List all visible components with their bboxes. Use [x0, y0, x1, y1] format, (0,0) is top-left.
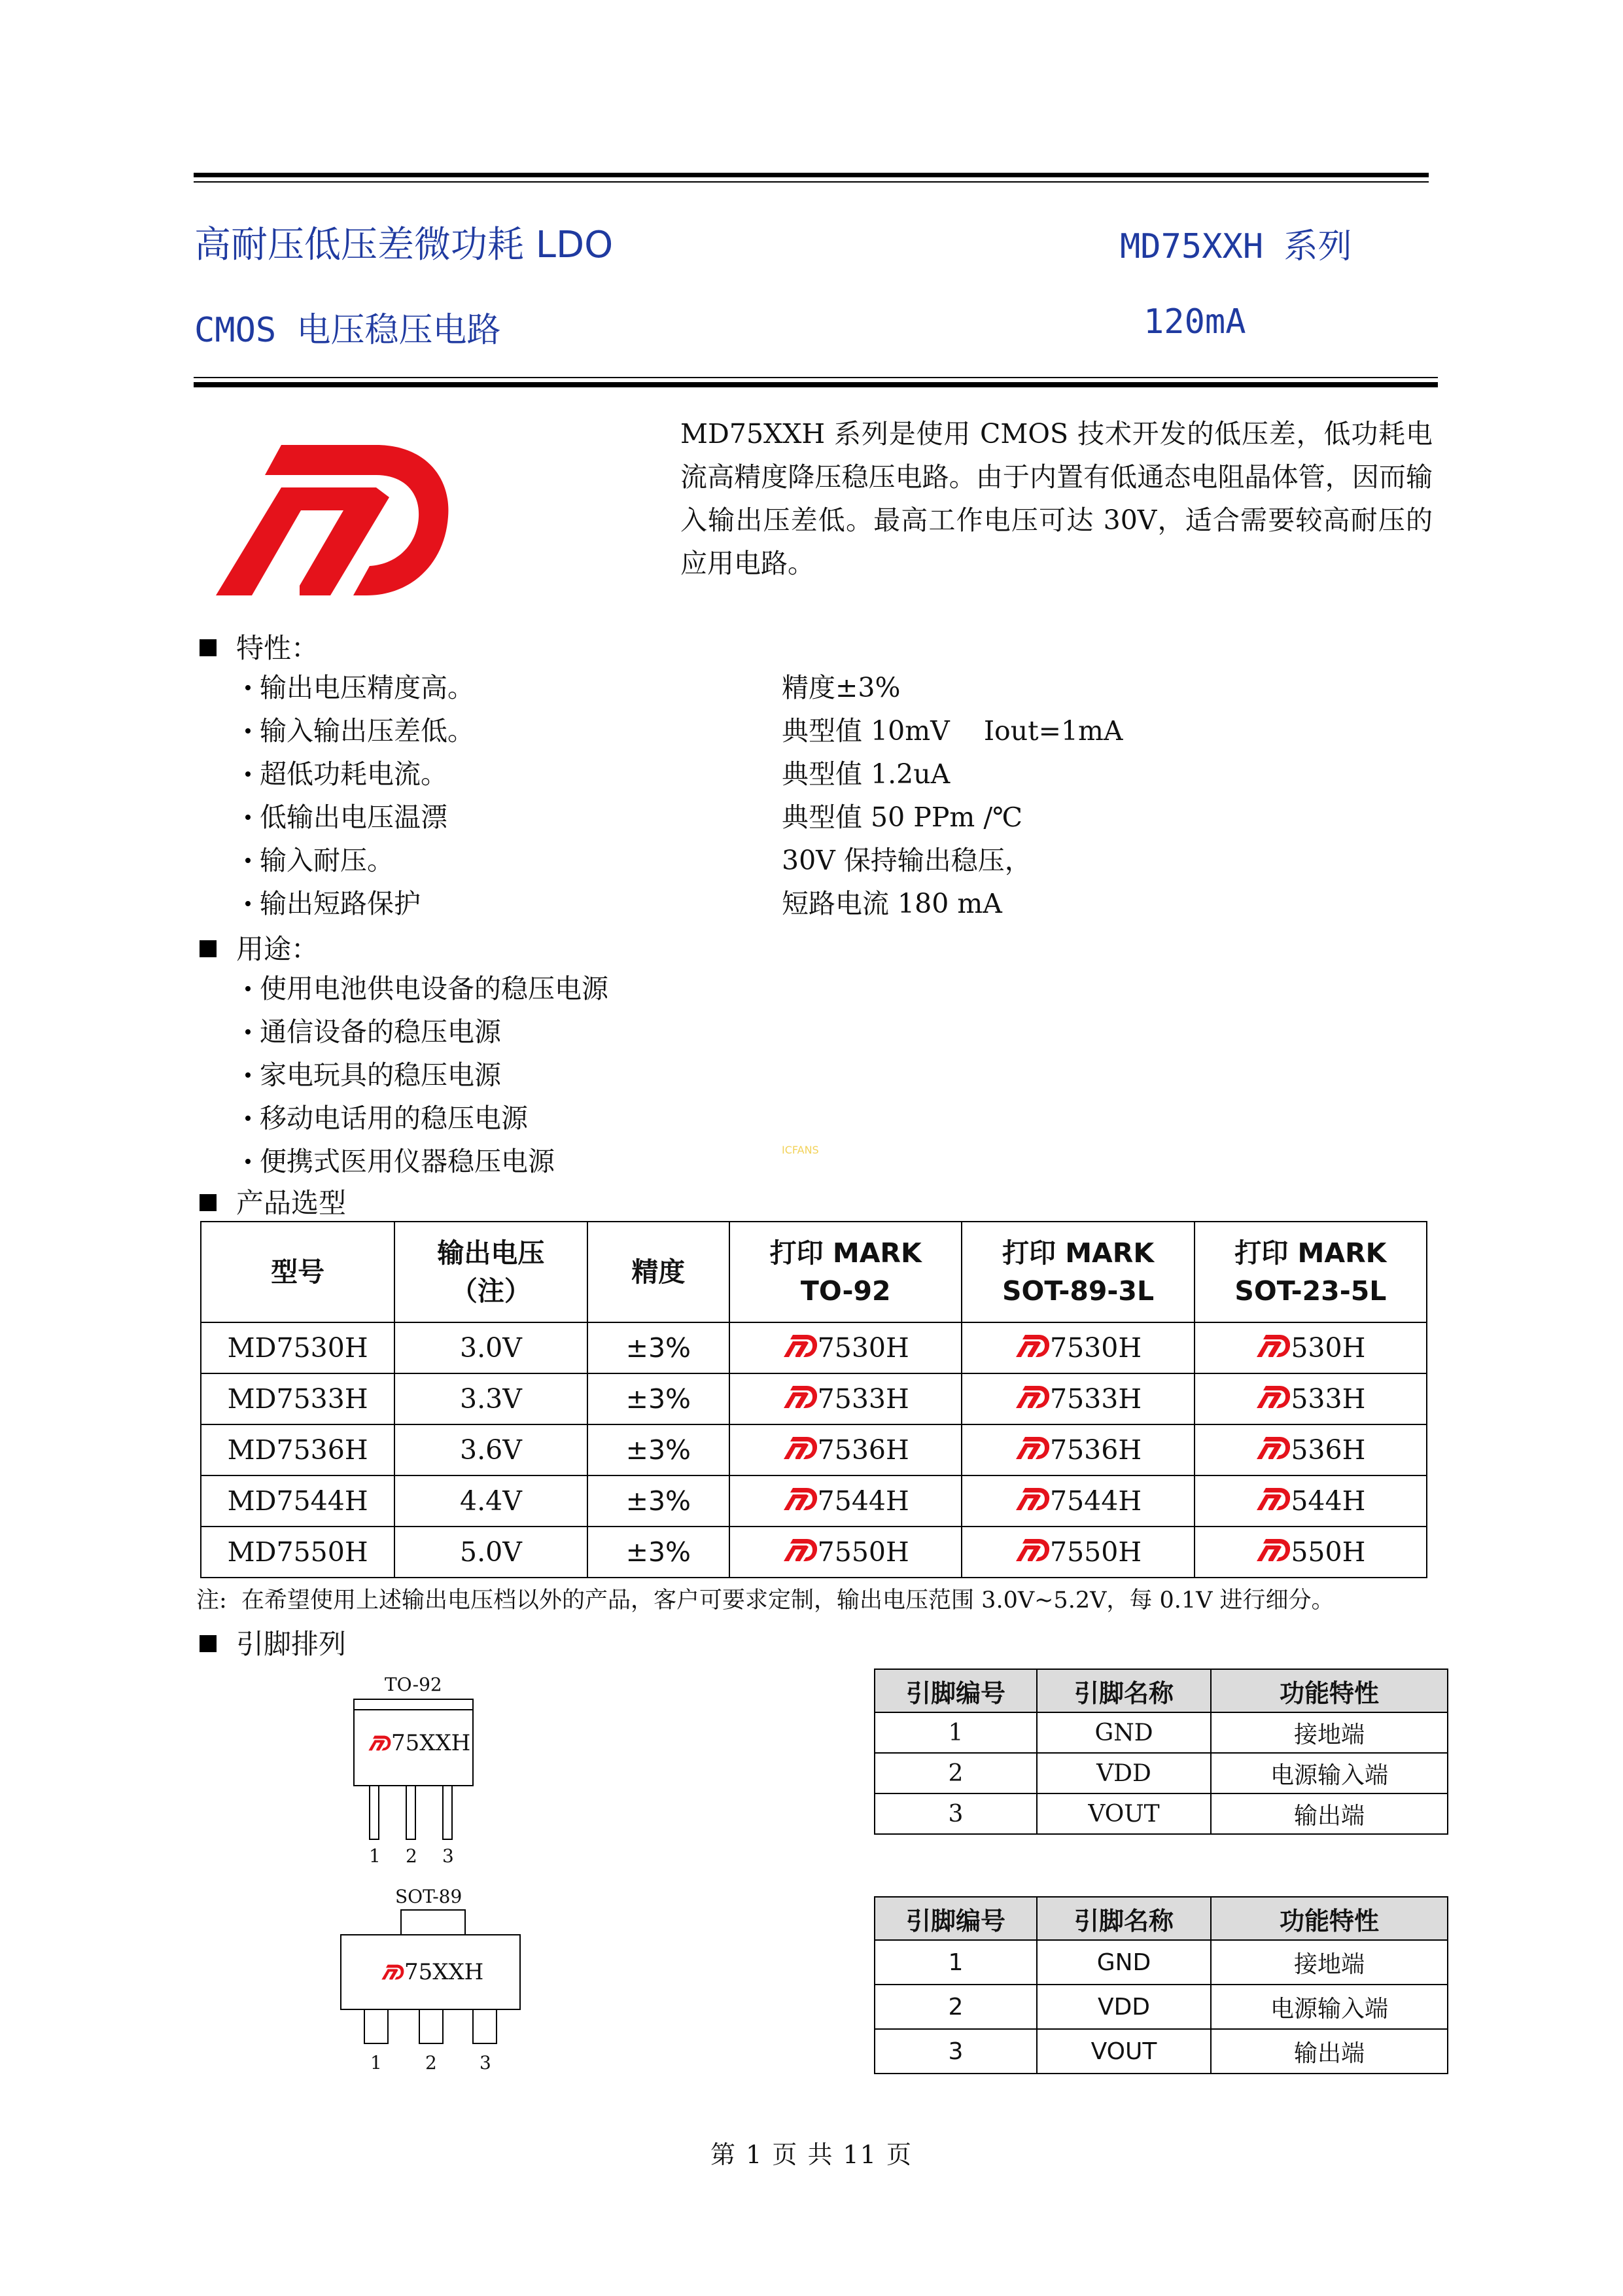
table-row: [201, 1424, 1427, 1475]
feature-name: 低输出电压温漂: [260, 802, 447, 833]
selection-header-row: [201, 1222, 1427, 1322]
square-bullet-icon: [200, 639, 217, 656]
feature-value: 典型值 50 PPm /℃: [782, 802, 1022, 833]
precision-cell: ±3%: [587, 1424, 729, 1475]
precision-cell: ±3%: [587, 1527, 729, 1578]
feature-row: [245, 666, 1227, 709]
precision-cell: ±3%: [587, 1475, 729, 1527]
feature-row: [245, 796, 1227, 839]
table-row: [875, 1753, 1448, 1793]
feature-value: 典型值 1.2uA: [782, 758, 951, 790]
to92-pin-num: 2: [406, 1845, 417, 1867]
md-logo-icon: [1255, 1385, 1291, 1409]
model-cell: MD7550H: [201, 1527, 394, 1578]
feature-value: 典型值 10mV Iout=1mA: [782, 715, 1123, 747]
feature-name: 输出短路保护: [260, 888, 421, 919]
vout-cell: 3.3V: [394, 1373, 587, 1424]
pin-function-cell: 电源输入端: [1211, 1985, 1448, 2029]
col-pin-name: 引脚名称: [1037, 1669, 1211, 1712]
md-logo-icon: [782, 1385, 818, 1409]
bullet-dot-icon: [245, 1072, 251, 1078]
mark-text: 530H: [1291, 1332, 1366, 1364]
features-list: [245, 666, 1227, 925]
col-precision: 精度: [587, 1222, 729, 1322]
selection-note: 注: 在希望使用上述输出电压档以外的产品，客户可要求定制，输出电压范围 3.0V~5.2V，每 0.1V 进行细分。: [196, 1587, 1335, 1614]
mark-sot89-cell: [962, 1475, 1194, 1527]
mark-text: 7530H: [1049, 1332, 1142, 1364]
mark-text: 7550H: [817, 1536, 909, 1568]
pin-function-cell: 电源输入端: [1211, 1753, 1448, 1793]
application-item: [245, 1010, 608, 1053]
pin-number-cell: 3: [875, 1793, 1037, 1834]
col-mark-sot89: [962, 1222, 1194, 1322]
sot89-pin-1: [364, 2009, 389, 2044]
md-logo-icon: [1255, 1436, 1291, 1460]
mark-text: 7533H: [817, 1383, 909, 1415]
square-bullet-icon: [200, 1635, 217, 1652]
application-text: 使用电池供电设备的稳压电源: [260, 973, 608, 1004]
model-cell: MD7544H: [201, 1475, 394, 1527]
mark-to92-cell: [729, 1322, 962, 1373]
sot89-pin-num: 3: [480, 2052, 491, 2074]
col-pin-function: 功能特性: [1211, 1897, 1448, 1940]
mark-text: 550H: [1291, 1536, 1366, 1568]
table-row: [201, 1322, 1427, 1373]
watermark: ICFANS: [782, 1144, 819, 1156]
mark-text: 7533H: [1049, 1383, 1142, 1415]
mid-rule-thin: [194, 377, 1438, 378]
vout-cell: 3.6V: [394, 1424, 587, 1475]
feature-row: [245, 839, 1227, 882]
selection-heading: [200, 1182, 346, 1221]
pin-number-cell: 1: [875, 1940, 1037, 1985]
features-heading: [200, 627, 319, 666]
to92-pin-num: 3: [442, 1845, 454, 1867]
bullet-dot-icon: [245, 901, 251, 906]
md-logo-icon: [1015, 1436, 1050, 1460]
to92-pin-2: [406, 1785, 416, 1840]
mark-text: 7530H: [817, 1332, 909, 1364]
sot89-pin-num: 1: [370, 2052, 382, 2074]
square-bullet-icon: [200, 940, 217, 957]
col-mark-sot89-line1: 打印 MARK: [1002, 1237, 1155, 1269]
precision-cell: ±3%: [587, 1322, 729, 1373]
pin-number-cell: 3: [875, 2029, 1037, 2074]
vout-cell: 4.4V: [394, 1475, 587, 1527]
bullet-dot-icon: [245, 1029, 251, 1034]
precision-cell: ±3%: [587, 1373, 729, 1424]
mark-sot89-cell: [962, 1322, 1194, 1373]
to92-pin-3: [442, 1785, 453, 1840]
col-model: 型号: [201, 1222, 394, 1322]
pin-name-cell: GND: [1037, 1940, 1211, 1985]
pin-header-row: [875, 1669, 1448, 1712]
doc-subtitle: CMOS 电压稳压电路: [194, 311, 501, 350]
mark-text: 536H: [1291, 1434, 1366, 1466]
mark-sot89-cell: [962, 1373, 1194, 1424]
pin-name-cell: VOUT: [1037, 1793, 1211, 1834]
bullet-dot-icon: [245, 1159, 251, 1164]
col-mark-to92: [729, 1222, 962, 1322]
bullet-dot-icon: [245, 685, 251, 690]
application-text: 通信设备的稳压电源: [260, 1016, 501, 1048]
square-bullet-icon: [200, 1194, 217, 1211]
md-logo-icon: [1255, 1333, 1291, 1358]
mark-text: 533H: [1291, 1383, 1366, 1415]
col-vout-line2: （注）: [450, 1275, 531, 1307]
selection-table: [200, 1221, 1427, 1578]
pin-number-cell: 2: [875, 1985, 1037, 2029]
sot89-marking-text: 75XXH: [404, 1959, 484, 1985]
application-text: 便携式医用仪器稳压电源: [260, 1146, 555, 1177]
col-pin-number: 引脚编号: [875, 1897, 1037, 1940]
model-cell: MD7536H: [201, 1424, 394, 1475]
md-logo-icon: [1255, 1487, 1291, 1511]
applications-heading: [200, 928, 319, 967]
applications-heading-text: 用途：: [236, 933, 319, 965]
pinout-heading-text: 引脚排列: [236, 1628, 347, 1660]
pin-function-cell: 输出端: [1211, 2029, 1448, 2074]
bullet-dot-icon: [245, 986, 251, 991]
col-vout: [394, 1222, 587, 1322]
sot89-marking: [381, 1959, 483, 1985]
col-pin-name: 引脚名称: [1037, 1897, 1211, 1940]
mark-sot23-cell: [1195, 1475, 1427, 1527]
table-row: [875, 1985, 1448, 2029]
col-mark-to92-line2: TO-92: [800, 1275, 891, 1307]
sot89-package: [340, 1934, 521, 2010]
to92-pin-1: [369, 1785, 379, 1840]
mark-to92-cell: [729, 1475, 962, 1527]
page-footer: 第 1 页 共 11 页: [710, 2140, 913, 2169]
feature-row: [245, 882, 1227, 925]
md-logo-icon: [782, 1487, 818, 1511]
md-logo-icon: [782, 1538, 818, 1563]
pin-header-row: [875, 1897, 1448, 1940]
pin-name-cell: VDD: [1037, 1985, 1211, 2029]
mark-sot23-cell: [1195, 1424, 1427, 1475]
mark-text: 7544H: [817, 1485, 909, 1517]
vout-cell: 3.0V: [394, 1322, 587, 1373]
pin-name-cell: VDD: [1037, 1753, 1211, 1793]
col-pin-function: 功能特性: [1211, 1669, 1448, 1712]
mid-rule-thick: [194, 382, 1438, 387]
pin-table-to92: [874, 1669, 1448, 1835]
pin-name-cell: VOUT: [1037, 2029, 1211, 2074]
pin-function-cell: 接地端: [1211, 1712, 1448, 1753]
sot89-pin-num: 2: [425, 2052, 437, 2074]
pin-function-cell: 输出端: [1211, 1793, 1448, 1834]
mark-sot23-cell: [1195, 1373, 1427, 1424]
table-row: [201, 1527, 1427, 1578]
mark-sot89-cell: [962, 1527, 1194, 1578]
pinout-heading: [200, 1623, 346, 1662]
col-mark-sot23: [1195, 1222, 1427, 1322]
col-mark-sot89-line2: SOT-89-3L: [1002, 1275, 1155, 1307]
to92-label: TO-92: [385, 1674, 442, 1695]
col-mark-sot23-line2: SOT-23-5L: [1234, 1275, 1387, 1307]
bullet-dot-icon: [245, 1116, 251, 1121]
application-item: [245, 1053, 608, 1097]
mark-text: 7550H: [1049, 1536, 1142, 1568]
mark-sot89-cell: [962, 1424, 1194, 1475]
mark-to92-cell: [729, 1424, 962, 1475]
sot89-tab: [400, 1909, 466, 1935]
to92-marking: [368, 1730, 470, 1756]
features-heading-text: 特性：: [236, 632, 319, 664]
feature-value: 30V 保持输出稳压，: [782, 845, 1032, 876]
pin-function-cell: 接地端: [1211, 1940, 1448, 1985]
model-cell: MD7533H: [201, 1373, 394, 1424]
mark-to92-cell: [729, 1527, 962, 1578]
bullet-dot-icon: [245, 858, 251, 863]
application-item: [245, 1097, 608, 1140]
to92-marking-text: 75XXH: [391, 1730, 471, 1756]
intro-paragraph: MD75XXH 系列是使用 CMOS 技术开发的低压差，低功耗电流高精度降压稳压电路。由于内置有低通态电阻晶体管，因而输入输出压差低。最高工作电压可达 30V，适合需要较高耐压的应用电路。: [680, 418, 1433, 579]
md-logo-icon: [1015, 1385, 1050, 1409]
md-logo-icon: [782, 1436, 818, 1460]
mark-text: 7544H: [1049, 1485, 1142, 1517]
table-row: [875, 2029, 1448, 2074]
pin-number-cell: 2: [875, 1753, 1037, 1793]
pin-number-cell: 1: [875, 1712, 1037, 1753]
table-row: [875, 1712, 1448, 1753]
md-logo-icon: [1015, 1333, 1050, 1358]
bullet-dot-icon: [245, 771, 251, 777]
md-logo-icon: [381, 1964, 404, 1981]
current-rating: 120mA: [1143, 302, 1246, 342]
pin-table-sot89: [874, 1896, 1448, 2074]
to92-pin-num: 1: [369, 1845, 381, 1867]
application-item: [245, 967, 608, 1010]
application-text: 家电玩具的稳压电源: [260, 1059, 501, 1091]
col-pin-number: 引脚编号: [875, 1669, 1037, 1712]
feature-name: 输入耐压。: [260, 845, 394, 876]
mark-to92-cell: [729, 1373, 962, 1424]
col-mark-sot23-line1: 打印 MARK: [1234, 1237, 1387, 1269]
model-cell: MD7530H: [201, 1322, 394, 1373]
sot89-pin-2: [419, 2009, 444, 2044]
applications-list: [245, 967, 608, 1183]
feature-value: 精度±3%: [782, 672, 901, 703]
top-rule-thin: [194, 181, 1429, 183]
md-logo-icon: [782, 1333, 818, 1358]
md-logo-icon: [368, 1735, 391, 1752]
to92-package: [353, 1699, 474, 1786]
table-row: [201, 1475, 1427, 1527]
table-row: [875, 1793, 1448, 1834]
application-item: [245, 1140, 608, 1183]
md-logo-icon: [1255, 1538, 1291, 1563]
feature-value: 短路电流 180 mA: [782, 888, 1002, 919]
pin-name-cell: GND: [1037, 1712, 1211, 1753]
application-text: 移动电话用的稳压电源: [260, 1103, 528, 1134]
col-mark-to92-line1: 打印 MARK: [769, 1237, 922, 1269]
mark-sot23-cell: [1195, 1527, 1427, 1578]
feature-row: [245, 752, 1227, 796]
md-logo-icon: [1015, 1487, 1050, 1511]
top-rule-thick: [194, 173, 1429, 177]
feature-name: 输出电压精度高。: [260, 672, 474, 703]
feature-name: 输入输出压差低。: [260, 715, 474, 747]
table-row: [875, 1940, 1448, 1985]
vout-cell: 5.0V: [394, 1527, 587, 1578]
selection-heading-text: 产品选型: [236, 1187, 347, 1219]
sot89-pin-3: [472, 2009, 497, 2044]
feature-name: 超低功耗电流。: [260, 758, 447, 790]
bullet-dot-icon: [245, 728, 251, 733]
company-logo: [203, 425, 451, 602]
mark-text: 544H: [1291, 1485, 1366, 1517]
mark-text: 7536H: [817, 1434, 909, 1466]
bullet-dot-icon: [245, 815, 251, 820]
md-logo-icon: [1015, 1538, 1050, 1563]
mark-sot23-cell: [1195, 1322, 1427, 1373]
doc-title: 高耐压低压差微功耗 LDO: [194, 224, 614, 266]
feature-row: [245, 709, 1227, 752]
mark-text: 7536H: [1049, 1434, 1142, 1466]
sot89-label: SOT-89: [395, 1886, 462, 1907]
col-vout-line1: 输出电压: [437, 1237, 545, 1269]
series-title: MD75XXH 系列: [1120, 227, 1352, 266]
table-row: [201, 1373, 1427, 1424]
